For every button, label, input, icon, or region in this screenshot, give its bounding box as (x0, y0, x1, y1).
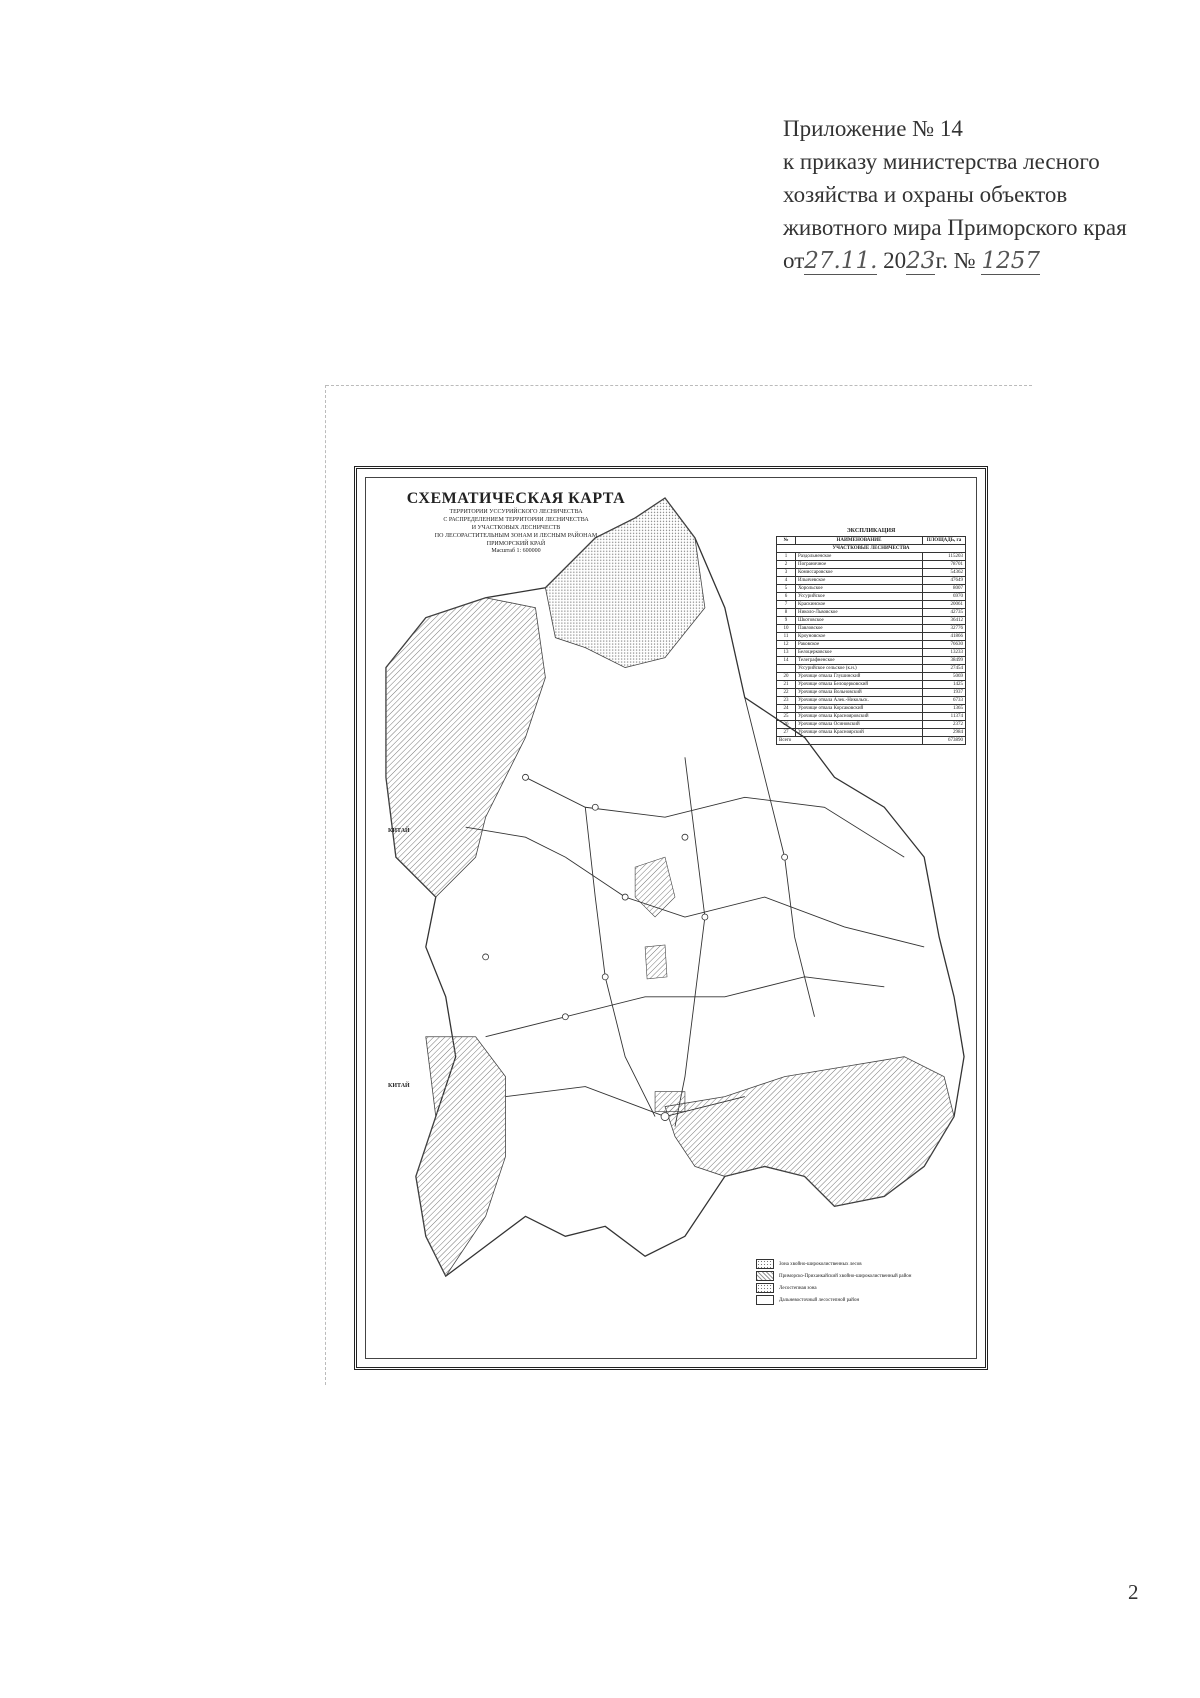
row-area: 6733 (923, 697, 966, 705)
date-prefix: от (783, 248, 805, 273)
ministry-line: хозяйства и охраны объектов (783, 182, 1068, 207)
china-label-north: КИТАЙ (388, 828, 410, 834)
scan-edge-left (325, 385, 326, 1385)
document-header (783, 112, 1127, 278)
row-number: 3 (777, 569, 796, 577)
row-area: 2984 (923, 729, 966, 737)
region-line: животного мира Приморского края (783, 215, 1127, 240)
row-area: 20061 (923, 601, 966, 609)
row-number: 21 (777, 681, 796, 689)
row-number: 22 (777, 689, 796, 697)
row-number: 23 (777, 697, 796, 705)
row-number: 27 (777, 729, 796, 737)
row-area: 13233 (923, 649, 966, 657)
row-number: 4 (777, 577, 796, 585)
group-label: УЧАСТКОВЫЕ ЛЕСНИЧЕСТВА (777, 545, 966, 553)
year-prefix: 20 (883, 248, 907, 273)
row-name: Уссурийское (796, 593, 923, 601)
row-number: 13 (777, 649, 796, 657)
row-area: 78701 (923, 561, 966, 569)
row-area: 6970 (923, 593, 966, 601)
row-name: Краскинское (796, 601, 923, 609)
row-number: 8 (777, 609, 796, 617)
appendix-number: Приложение № 14 (783, 116, 963, 141)
legend-item-2 (756, 1270, 986, 1282)
legend-label-3: Лесостепная зона (779, 1285, 817, 1291)
row-area: 2372 (923, 721, 966, 729)
explication-row (777, 609, 966, 617)
row-number: 26 (777, 721, 796, 729)
row-name: Раздольненское (796, 553, 923, 561)
explication-row (777, 641, 966, 649)
map-subtitle-4: ПО ЛЕСОРАСТИТЕЛЬНЫМ ЗОНАМ И ЛЕСНЫМ РАЙОНАМ (434, 533, 598, 539)
legend-swatch-steppe-icon (756, 1283, 774, 1293)
row-area: 115203 (923, 553, 966, 561)
explication-row (777, 689, 966, 697)
row-name: Ильичевское (796, 577, 923, 585)
explication-row (777, 553, 966, 561)
row-number: 9 (777, 617, 796, 625)
explication-row (777, 561, 966, 569)
row-number: 10 (777, 625, 796, 633)
row-name: Николо-Львовское (796, 609, 923, 617)
explication-title: ЭКСПЛИКАЦИЯ (846, 528, 896, 534)
page-number: 2 (1128, 1580, 1139, 1604)
legend-swatch-hatch-icon (756, 1271, 774, 1281)
legend-label-4: Дальневосточный лесостепной район (779, 1297, 860, 1303)
row-area: 38499 (923, 657, 966, 665)
row-area: 54362 (923, 569, 966, 577)
scan-edge-top (326, 385, 1032, 386)
row-number: 14 (777, 657, 796, 665)
row-number: 12 (777, 641, 796, 649)
row-area: 76630 (923, 641, 966, 649)
row-name: Урочище отвала Красноярский (796, 729, 923, 737)
row-area: 47649 (923, 577, 966, 585)
col-area-header: ПЛОЩАДЬ, га (923, 537, 966, 545)
col-no-header: № (777, 537, 796, 545)
row-number (777, 665, 796, 673)
explication-header-row (777, 537, 966, 545)
row-name: Раковское (796, 641, 923, 649)
explication-row (777, 657, 966, 665)
explication-row (777, 593, 966, 601)
row-name: Павловское (796, 625, 923, 633)
central-forest-patch-2 (645, 945, 667, 979)
explication-row (777, 649, 966, 657)
row-name: Кроуновское (796, 633, 923, 641)
explication-row (777, 673, 966, 681)
explication-total-row (777, 737, 966, 745)
row-area: 8007 (923, 585, 966, 593)
row-area: 5069 (923, 673, 966, 681)
row-name: Урочище отвала Белоцерковский (796, 681, 923, 689)
legend-item-3 (756, 1282, 986, 1294)
row-name: Шкотовское (796, 617, 923, 625)
map-subtitle-5: ПРИМОРСКИЙ КРАЙ (486, 541, 546, 547)
row-name: Урочище отвала Алек.-Никольск. (796, 697, 923, 705)
total-area: 673890 (923, 737, 966, 745)
row-name: Уссурийское сельское (к.н.) (796, 665, 923, 673)
total-label: Всего (777, 737, 923, 745)
explication-row (777, 569, 966, 577)
row-name: Урочище отвала Осиновский (796, 721, 923, 729)
group-row (777, 545, 966, 553)
handwritten-order-number: 1257 (981, 248, 1041, 274)
explication-row (777, 633, 966, 641)
row-name: Белоцерковское (796, 649, 923, 657)
map-subtitle-1: ТЕРРИТОРИИ УССУРИЙСКОГО ЛЕСНИЧЕСТВА (449, 509, 583, 515)
explication-row (777, 601, 966, 609)
explication-row (777, 617, 966, 625)
row-area: 11374 (923, 713, 966, 721)
row-name: Пограничное (796, 561, 923, 569)
explication-table-block (776, 528, 966, 745)
city-block (655, 1092, 685, 1112)
row-area: 42735 (923, 609, 966, 617)
map-scale: Масштаб 1: 600000 (491, 548, 541, 554)
explication-row (777, 625, 966, 633)
row-number: 2 (777, 561, 796, 569)
explication-row (777, 577, 966, 585)
row-area: 27454 (923, 665, 966, 673)
legend-item-4 (756, 1294, 986, 1306)
map-inner-frame (365, 477, 977, 1359)
explication-row (777, 721, 966, 729)
row-name: Хорольское (796, 585, 923, 593)
map-subtitle-3: И УЧАСТКОВЫХ ЛЕСНИЧЕСТВ (471, 525, 561, 531)
row-number: 20 (777, 673, 796, 681)
row-area: 1937 (923, 689, 966, 697)
legend-swatch-dot-icon (756, 1259, 774, 1269)
explication-row (777, 713, 966, 721)
explication-row (777, 697, 966, 705)
handwritten-year: 23 (906, 248, 936, 274)
explication-table (776, 536, 966, 745)
map-subtitle-2: С РАСПРЕДЕЛЕНИЕМ ТЕРРИТОРИИ ЛЕСНИЧЕСТВА (443, 517, 589, 523)
row-number: 7 (777, 601, 796, 609)
legend-label-2: Приморско-Приханкайский хвойно-широколиственный район (779, 1273, 912, 1279)
map-title-block (396, 490, 636, 554)
row-name: Урочище отвала Глушинский (796, 673, 923, 681)
row-name: Комиссаровское (796, 569, 923, 577)
row-name: Урочище отвала Краснояровский (796, 713, 923, 721)
row-number: 5 (777, 585, 796, 593)
row-area: 1365 (923, 705, 966, 713)
explication-row (777, 665, 966, 673)
order-date-line (783, 244, 1127, 278)
row-area: 36412 (923, 617, 966, 625)
year-after: г. № (935, 248, 976, 273)
map-title: СХЕМАТИЧЕСКАЯ КАРТА (406, 490, 626, 507)
row-name: Урочище отвала Корсаковский (796, 705, 923, 713)
china-label-south: КИТАЙ (388, 1083, 410, 1089)
row-number: 6 (777, 593, 796, 601)
explication-row (777, 729, 966, 737)
row-area: 1425 (923, 681, 966, 689)
col-name-header: НАИМЕНОВАНИЕ (796, 537, 923, 545)
map-legend (756, 1258, 986, 1306)
row-area: 41866 (923, 633, 966, 641)
handwritten-date: 27.11. (804, 248, 878, 274)
schematic-map (354, 466, 988, 1370)
legend-swatch-white-icon (756, 1295, 774, 1305)
order-reference-line: к приказу министерства лесного (783, 149, 1100, 174)
row-number: 11 (777, 633, 796, 641)
row-number: 1 (777, 553, 796, 561)
explication-row (777, 585, 966, 593)
row-name: Урочище отвала Вольновский (796, 689, 923, 697)
row-name: Телеграфненское (796, 657, 923, 665)
explication-row (777, 705, 966, 713)
explication-row (777, 681, 966, 689)
legend-label-1: Зона хвойно-широколиственных лесов (779, 1261, 862, 1267)
row-number: 25 (777, 713, 796, 721)
legend-item-1 (756, 1258, 986, 1270)
row-area: 32776 (923, 625, 966, 633)
row-number: 24 (777, 705, 796, 713)
